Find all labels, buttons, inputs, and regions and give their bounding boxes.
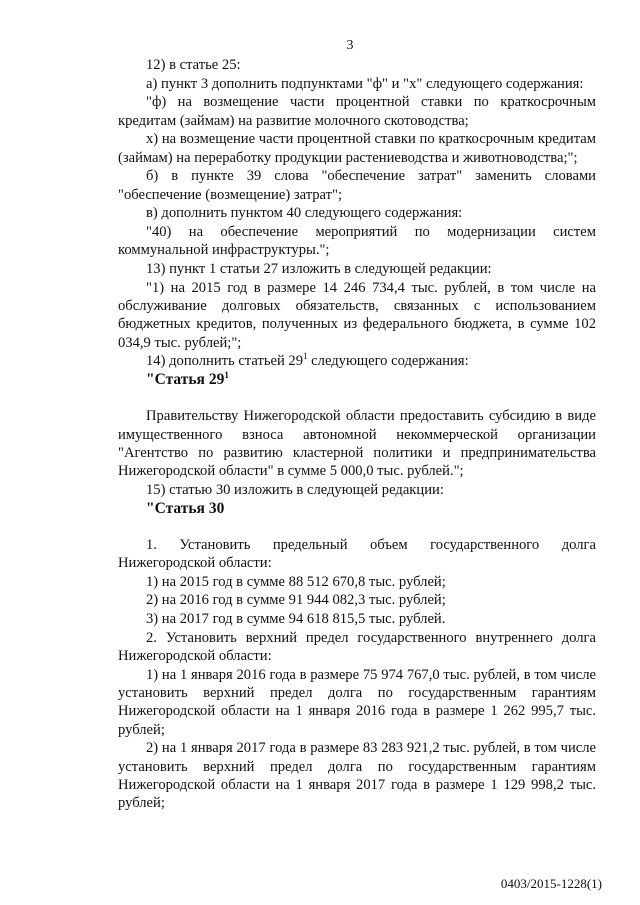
paragraph-subsidy: Правительству Нижегородской области предоставить субсидию в виде имущественного взноса автономной некоммерческой организации "Агентство по развитию кластерной политики и предпринимательства Нижегородской области" в сумме 5 000,0 тыс. рублей.";	[118, 408, 596, 480]
document-body	[118, 56, 596, 813]
article-29-1-superscript: 1	[224, 369, 229, 380]
paragraph-quote-kh: х) на возмещение части процентной ставки по краткосрочным кредитам (займам) на переработку продукции растениеводства и животноводства;";	[118, 131, 596, 166]
paragraph-item-14-tail: следующего содержания:	[307, 353, 469, 370]
paragraph-internal-debt: 2. Установить верхний предел государственного внутреннего долга Нижегородской области:	[118, 629, 596, 665]
article-30-title: "Статья 30	[146, 499, 225, 517]
paragraph-item-15: 15) статью 30 изложить в следующей редакции:	[146, 481, 444, 498]
superscript-one: 1	[303, 351, 308, 362]
paragraph-debt-2016: 2) на 2016 год в сумме 91 944 082,3 тыс. рублей;	[146, 592, 446, 609]
page-number: 3	[346, 38, 354, 53]
paragraph-debt-2015: 1) на 2015 год в сумме 88 512 670,8 тыс. рублей;	[146, 573, 446, 590]
paragraph-subitem-b: б) в пункте 39 слова "обеспечение затрат" заменить словами "обеспечение (возмещение) затрат";	[118, 168, 596, 203]
paragraph-item-14-text: 14) дополнить статьей 29	[146, 353, 304, 370]
paragraph-subitem-v: в) дополнить пунктом 40 следующего содержания:	[146, 205, 463, 222]
paragraph-quote-27-1: "1) на 2015 год в размере 14 246 734,4 тыс. рублей, в том числе на обслуживание долговых обязательств, связанных с использованием бюджетных кредитов, полученных из федерального бюджета, в сумме 102 034,9 тыс. рублей;";	[118, 279, 596, 351]
paragraph-quote-f: "ф) на возмещение части процентной ставки по краткосрочным кредитам (займам) на развитие молочного скотоводства;	[118, 94, 596, 129]
article-29-1-title-text: "Статья 29	[146, 370, 225, 388]
paragraph-debt-2017: 3) на 2017 год в сумме 94 618 815,5 тыс. рублей.	[146, 611, 446, 628]
paragraph-internal-debt-2016: 1) на 1 января 2016 года в размере 75 974 767,0 тыс. рублей, в том числе установить верхний предел долга по государственным гарантиям Нижегородской области на 1 января 2016 года в размере 1 262 995,7 тыс. рублей;	[118, 666, 596, 738]
paragraph-internal-debt-2017: 2) на 1 января 2017 года в размере 83 283 921,2 тыс. рублей, в том числе установить верхний предел долга по государственным гарантиям Нижегородской области на 1 января 2017 года в размере 1 129 998,2 тыс. рублей;	[118, 740, 596, 812]
paragraph-subitem-a: а) пункт 3 дополнить подпунктами "ф" и "х" следующего содержания:	[146, 75, 584, 92]
paragraph-item-13: 13) пункт 1 статьи 27 изложить в следующей редакции:	[146, 261, 492, 277]
paragraph-item-12: 12) в статье 25:	[146, 57, 241, 73]
paragraph-debt-limit: 1. Установить предельный объем государственного долга Нижегородской области:	[118, 536, 596, 572]
paragraph-item-14	[118, 352, 596, 370]
paragraph-quote-40: "40) на обеспечение мероприятий по модернизации систем коммунальной инфраструктуры.";	[118, 224, 596, 259]
article-29-1-title	[118, 371, 596, 389]
document-code: 0403/2015-1228(1)	[500, 876, 602, 891]
